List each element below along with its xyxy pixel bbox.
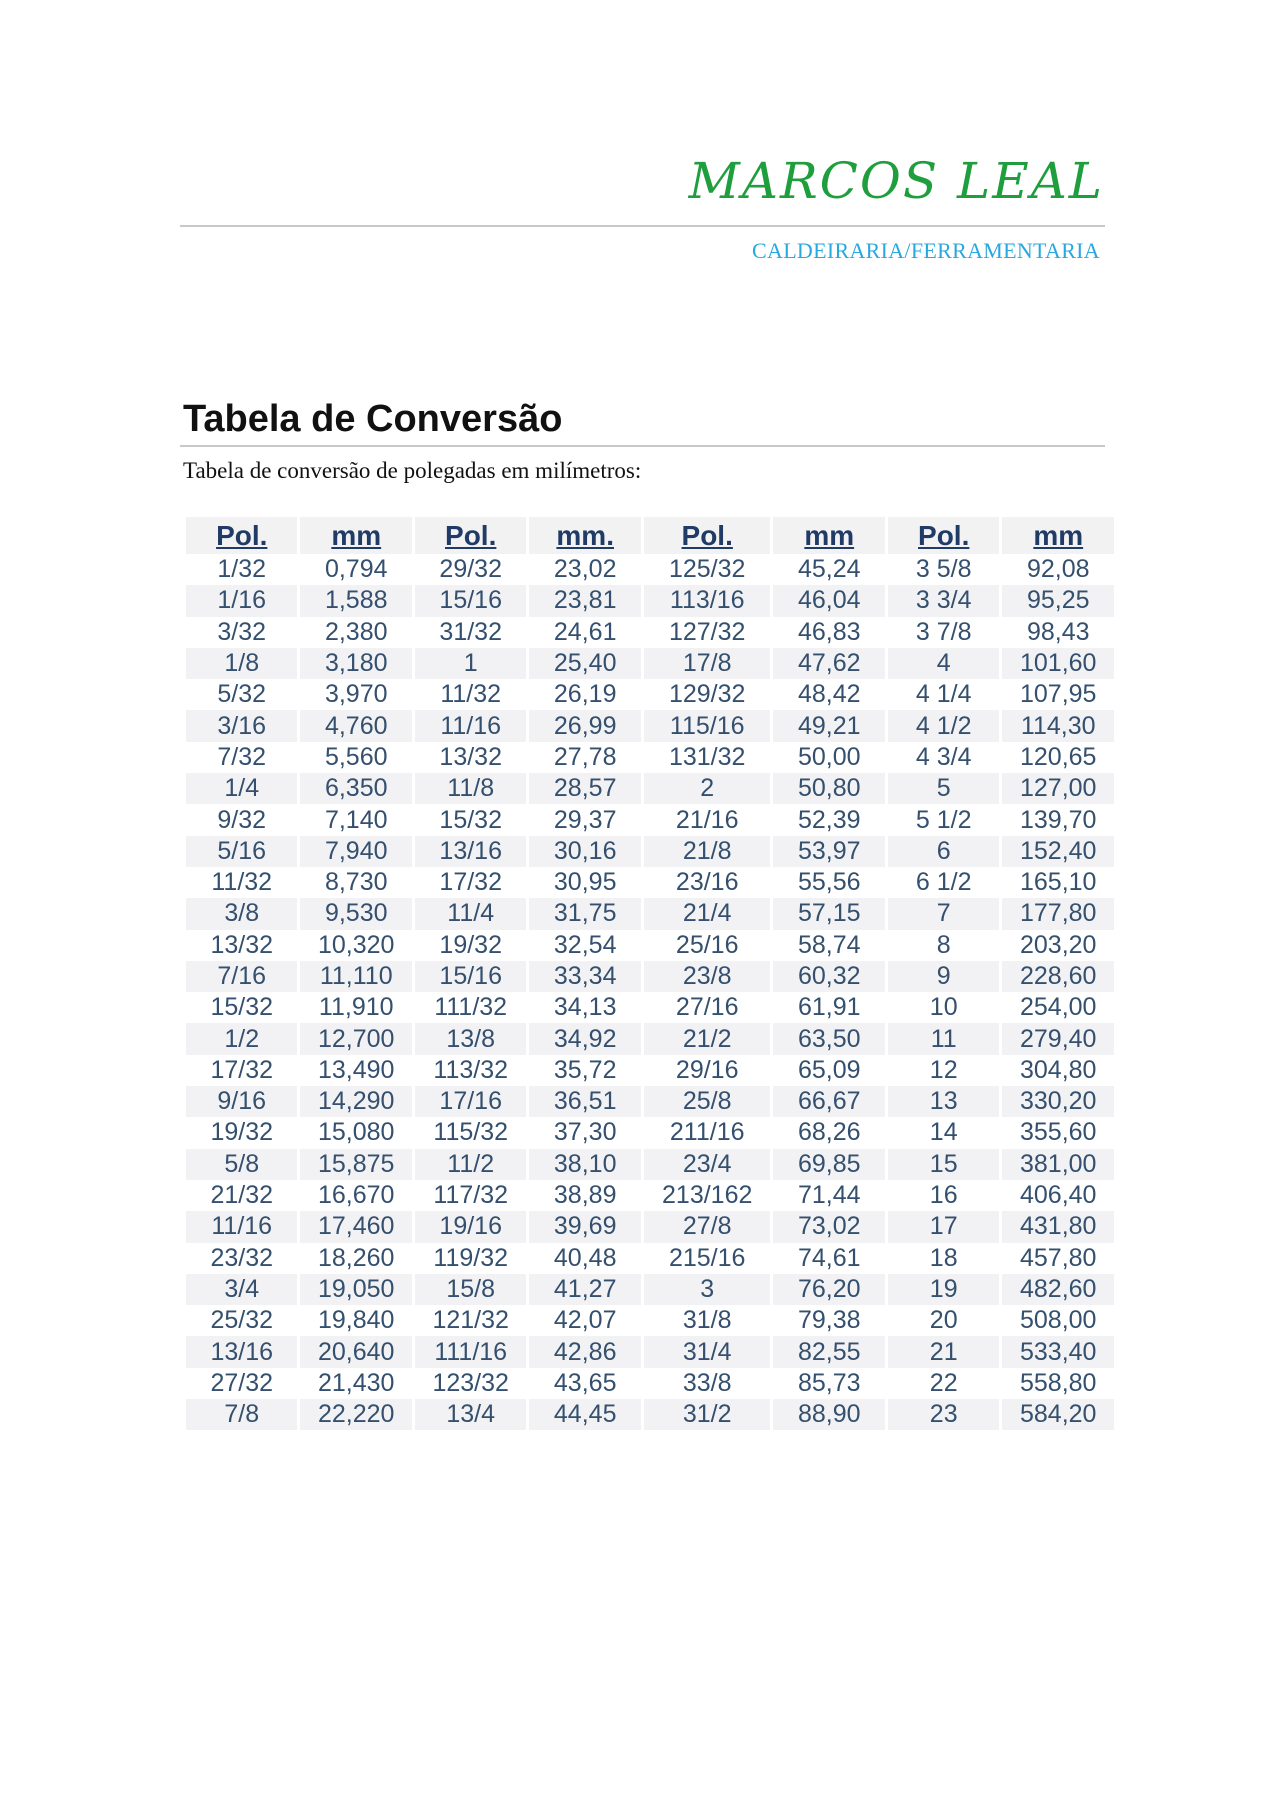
table-cell: 79,38: [773, 1305, 884, 1336]
table-cell: 381,00: [1002, 1149, 1114, 1180]
table-cell: 4 1/4: [888, 679, 999, 710]
table-cell: 304,80: [1002, 1055, 1114, 1086]
table-cell: 25/8: [644, 1086, 771, 1117]
table-cell: 3,970: [300, 679, 411, 710]
column-header: Pol.: [888, 517, 999, 554]
table-cell: 10: [888, 992, 999, 1023]
table-cell: 177,80: [1002, 898, 1114, 929]
conversion-table: [183, 517, 1117, 1430]
table-cell: 15,875: [300, 1149, 411, 1180]
table-cell: 457,80: [1002, 1243, 1114, 1274]
table-cell: 101,60: [1002, 648, 1114, 679]
table-cell: 3/32: [186, 617, 297, 648]
table-cell: 11/32: [415, 679, 526, 710]
table-cell: 15/32: [186, 992, 297, 1023]
table-row: [186, 992, 1114, 1023]
table-cell: 34,92: [529, 1023, 640, 1054]
table-row: [186, 1149, 1114, 1180]
table-cell: 27/32: [186, 1368, 297, 1399]
table-cell: 19/32: [186, 1117, 297, 1148]
table-row: [186, 930, 1114, 961]
table-cell: 7/8: [186, 1399, 297, 1430]
table-cell: 46,04: [773, 585, 884, 616]
table-cell: 23/4: [644, 1149, 771, 1180]
table-cell: 24,61: [529, 617, 640, 648]
table-cell: 29/32: [415, 554, 526, 585]
table-cell: 21/16: [644, 804, 771, 835]
table-cell: 17: [888, 1211, 999, 1242]
table-cell: 65,09: [773, 1055, 884, 1086]
table-cell: 125/32: [644, 554, 771, 585]
table-cell: 33,34: [529, 961, 640, 992]
table-cell: 21,430: [300, 1368, 411, 1399]
table-cell: 50,00: [773, 742, 884, 773]
table-cell: 31/2: [644, 1399, 771, 1430]
table-cell: 16: [888, 1180, 999, 1211]
table-cell: 38,89: [529, 1180, 640, 1211]
table-cell: 27/8: [644, 1211, 771, 1242]
table-cell: 26,99: [529, 710, 640, 741]
table-cell: 13/16: [415, 836, 526, 867]
table-cell: 5/16: [186, 836, 297, 867]
table-cell: 23/32: [186, 1243, 297, 1274]
table-cell: 111/16: [415, 1336, 526, 1367]
table-row: [186, 1086, 1114, 1117]
table-cell: 23,02: [529, 554, 640, 585]
column-header: mm: [773, 517, 884, 554]
table-cell: 31,75: [529, 898, 640, 929]
table-cell: 31/4: [644, 1336, 771, 1367]
table-row: [186, 1055, 1114, 1086]
table-cell: 121/32: [415, 1305, 526, 1336]
table-cell: 11,110: [300, 961, 411, 992]
table-cell: 13/4: [415, 1399, 526, 1430]
table-cell: 11: [888, 1023, 999, 1054]
table-cell: 36,51: [529, 1086, 640, 1117]
table-cell: 8: [888, 930, 999, 961]
table-cell: 279,40: [1002, 1023, 1114, 1054]
table-cell: 213/162: [644, 1180, 771, 1211]
table-row: [186, 804, 1114, 835]
table-row: [186, 1336, 1114, 1367]
column-header: Pol.: [415, 517, 526, 554]
table-cell: 31/8: [644, 1305, 771, 1336]
table-cell: 57,15: [773, 898, 884, 929]
table-cell: 85,73: [773, 1368, 884, 1399]
table-cell: 4,760: [300, 710, 411, 741]
table-cell: 406,40: [1002, 1180, 1114, 1211]
table-cell: 45,24: [773, 554, 884, 585]
table-cell: 21: [888, 1336, 999, 1367]
table-cell: 11/8: [415, 773, 526, 804]
table-cell: 139,70: [1002, 804, 1114, 835]
table-cell: 73,02: [773, 1211, 884, 1242]
table-cell: 18: [888, 1243, 999, 1274]
table-cell: 13/16: [186, 1336, 297, 1367]
table-cell: 131/32: [644, 742, 771, 773]
table-cell: 28,57: [529, 773, 640, 804]
table-cell: 6: [888, 836, 999, 867]
table-cell: 69,85: [773, 1149, 884, 1180]
table-cell: 1/32: [186, 554, 297, 585]
table-cell: 30,16: [529, 836, 640, 867]
table-cell: 5 1/2: [888, 804, 999, 835]
table-cell: 19: [888, 1274, 999, 1305]
table-cell: 29/16: [644, 1055, 771, 1086]
table-cell: 22,220: [300, 1399, 411, 1430]
table-cell: 19/32: [415, 930, 526, 961]
table-row: [186, 710, 1114, 741]
table-row: [186, 1211, 1114, 1242]
table-cell: 76,20: [773, 1274, 884, 1305]
table-cell: 1/2: [186, 1023, 297, 1054]
table-cell: 5/8: [186, 1149, 297, 1180]
table-cell: 21/2: [644, 1023, 771, 1054]
table-cell: 26,19: [529, 679, 640, 710]
table-cell: 1/8: [186, 648, 297, 679]
table-cell: 25/32: [186, 1305, 297, 1336]
brand-tagline: CALDEIRARIA/FERRAMENTARIA: [752, 238, 1100, 263]
table-cell: 32,54: [529, 930, 640, 961]
table-cell: 47,62: [773, 648, 884, 679]
table-cell: 19,050: [300, 1274, 411, 1305]
table-cell: 42,86: [529, 1336, 640, 1367]
table-cell: 23/8: [644, 961, 771, 992]
page-title: Tabela de Conversão: [183, 398, 563, 440]
table-row: [186, 1399, 1114, 1430]
table-cell: 115/32: [415, 1117, 526, 1148]
table-cell: 12,700: [300, 1023, 411, 1054]
table-row: [186, 1368, 1114, 1399]
brand-logo-text: MARCOS LEAL: [688, 152, 1104, 210]
table-cell: 11/32: [186, 867, 297, 898]
table-cell: 113/32: [415, 1055, 526, 1086]
table-cell: 5,560: [300, 742, 411, 773]
table-cell: 1,588: [300, 585, 411, 616]
table-cell: 127,00: [1002, 773, 1114, 804]
table-cell: 115/16: [644, 710, 771, 741]
column-header: mm: [300, 517, 411, 554]
table-row: [186, 836, 1114, 867]
table-row: [186, 1117, 1114, 1148]
table-cell: 3/8: [186, 898, 297, 929]
table-cell: 7/32: [186, 742, 297, 773]
table-cell: 33/8: [644, 1368, 771, 1399]
table-cell: 15,080: [300, 1117, 411, 1148]
table-cell: 14: [888, 1117, 999, 1148]
table-row: [186, 898, 1114, 929]
table-row: [186, 648, 1114, 679]
table-cell: 228,60: [1002, 961, 1114, 992]
table-cell: 15/32: [415, 804, 526, 835]
table-cell: 38,10: [529, 1149, 640, 1180]
table-cell: 48,42: [773, 679, 884, 710]
table-cell: 66,67: [773, 1086, 884, 1117]
table-cell: 508,00: [1002, 1305, 1114, 1336]
table-cell: 5: [888, 773, 999, 804]
table-cell: 17,460: [300, 1211, 411, 1242]
table-cell: 111/32: [415, 992, 526, 1023]
table-cell: 13,490: [300, 1055, 411, 1086]
table-cell: 20: [888, 1305, 999, 1336]
table-cell: 9/16: [186, 1086, 297, 1117]
table-cell: 17/16: [415, 1086, 526, 1117]
table-cell: 17/32: [186, 1055, 297, 1086]
table-cell: 119/32: [415, 1243, 526, 1274]
table-row: [186, 1023, 1114, 1054]
table-cell: 584,20: [1002, 1399, 1114, 1430]
table-cell: 8,730: [300, 867, 411, 898]
table-cell: 355,60: [1002, 1117, 1114, 1148]
table-cell: 13/32: [186, 930, 297, 961]
table-cell: 20,640: [300, 1336, 411, 1367]
table-cell: 14,290: [300, 1086, 411, 1117]
table-cell: 17/32: [415, 867, 526, 898]
table-cell: 165,10: [1002, 867, 1114, 898]
table-cell: 254,00: [1002, 992, 1114, 1023]
table-cell: 68,26: [773, 1117, 884, 1148]
table-cell: 0,794: [300, 554, 411, 585]
table-cell: 22: [888, 1368, 999, 1399]
table-cell: 2: [644, 773, 771, 804]
table-cell: 482,60: [1002, 1274, 1114, 1305]
table-cell: 3 5/8: [888, 554, 999, 585]
table-cell: 52,39: [773, 804, 884, 835]
table-cell: 27/16: [644, 992, 771, 1023]
table-cell: 35,72: [529, 1055, 640, 1086]
table-cell: 15: [888, 1149, 999, 1180]
table-cell: 114,30: [1002, 710, 1114, 741]
table-cell: 50,80: [773, 773, 884, 804]
table-cell: 46,83: [773, 617, 884, 648]
table-cell: 92,08: [1002, 554, 1114, 585]
table-cell: 330,20: [1002, 1086, 1114, 1117]
table-cell: 61,91: [773, 992, 884, 1023]
table-row: [186, 1305, 1114, 1336]
table-cell: 9: [888, 961, 999, 992]
table-cell: 19/16: [415, 1211, 526, 1242]
table-cell: 1/4: [186, 773, 297, 804]
table-cell: 37,30: [529, 1117, 640, 1148]
table-cell: 15/16: [415, 961, 526, 992]
table-cell: 41,27: [529, 1274, 640, 1305]
table-cell: 4 1/2: [888, 710, 999, 741]
table-cell: 34,13: [529, 992, 640, 1023]
table-cell: 58,74: [773, 930, 884, 961]
table-cell: 533,40: [1002, 1336, 1114, 1367]
table-cell: 18,260: [300, 1243, 411, 1274]
table-cell: 42,07: [529, 1305, 640, 1336]
table-row: [186, 585, 1114, 616]
table-cell: 11/2: [415, 1149, 526, 1180]
table-cell: 88,90: [773, 1399, 884, 1430]
table-cell: 25/16: [644, 930, 771, 961]
table-cell: 558,80: [1002, 1368, 1114, 1399]
table-cell: 23,81: [529, 585, 640, 616]
table-row: [186, 554, 1114, 585]
table-cell: 17/8: [644, 648, 771, 679]
table-cell: 1: [415, 648, 526, 679]
table-cell: 10,320: [300, 930, 411, 961]
column-header: Pol.: [186, 517, 297, 554]
table-cell: 6 1/2: [888, 867, 999, 898]
table-cell: 113/16: [644, 585, 771, 616]
table-cell: 49,21: [773, 710, 884, 741]
table-cell: 117/32: [415, 1180, 526, 1211]
table-cell: 74,61: [773, 1243, 884, 1274]
table-cell: 7,940: [300, 836, 411, 867]
column-header: mm: [1002, 517, 1114, 554]
table-cell: 53,97: [773, 836, 884, 867]
table-header-row: [186, 517, 1114, 554]
table-cell: 21/32: [186, 1180, 297, 1211]
table-cell: 3: [644, 1274, 771, 1305]
table-cell: 98,43: [1002, 617, 1114, 648]
table-cell: 123/32: [415, 1368, 526, 1399]
table-cell: 15/16: [415, 585, 526, 616]
table-cell: 39,69: [529, 1211, 640, 1242]
table-cell: 23: [888, 1399, 999, 1430]
table-cell: 3,180: [300, 648, 411, 679]
table-cell: 82,55: [773, 1336, 884, 1367]
column-header: mm.: [529, 517, 640, 554]
table-cell: 13/8: [415, 1023, 526, 1054]
table-cell: 11/16: [186, 1211, 297, 1242]
table-row: [186, 617, 1114, 648]
table-cell: 21/4: [644, 898, 771, 929]
table-cell: 203,20: [1002, 930, 1114, 961]
table-cell: 3/16: [186, 710, 297, 741]
table-cell: 11/16: [415, 710, 526, 741]
table-cell: 16,670: [300, 1180, 411, 1211]
table-cell: 3 7/8: [888, 617, 999, 648]
table-cell: 431,80: [1002, 1211, 1114, 1242]
table-cell: 40,48: [529, 1243, 640, 1274]
table-cell: 55,56: [773, 867, 884, 898]
table-row: [186, 961, 1114, 992]
table-row: [186, 773, 1114, 804]
table-cell: 6,350: [300, 773, 411, 804]
table-cell: 25,40: [529, 648, 640, 679]
table-cell: 13/32: [415, 742, 526, 773]
table-cell: 7: [888, 898, 999, 929]
table-row: [186, 867, 1114, 898]
table-cell: 2,380: [300, 617, 411, 648]
table-row: [186, 1274, 1114, 1305]
table-cell: 60,32: [773, 961, 884, 992]
table-cell: 31/32: [415, 617, 526, 648]
table-cell: 1/16: [186, 585, 297, 616]
table-row: [186, 742, 1114, 773]
table-cell: 4: [888, 648, 999, 679]
table-cell: 43,65: [529, 1368, 640, 1399]
table-cell: 12: [888, 1055, 999, 1086]
table-body: [186, 554, 1114, 1430]
table-cell: 95,25: [1002, 585, 1114, 616]
table-cell: 127/32: [644, 617, 771, 648]
table-cell: 63,50: [773, 1023, 884, 1054]
table-cell: 23/16: [644, 867, 771, 898]
table-cell: 11/4: [415, 898, 526, 929]
table-row: [186, 1180, 1114, 1211]
table-cell: 29,37: [529, 804, 640, 835]
table-cell: 27,78: [529, 742, 640, 773]
table-cell: 152,40: [1002, 836, 1114, 867]
table-cell: 211/16: [644, 1117, 771, 1148]
table-cell: 215/16: [644, 1243, 771, 1274]
table-cell: 9,530: [300, 898, 411, 929]
table-cell: 15/8: [415, 1274, 526, 1305]
table-row: [186, 1243, 1114, 1274]
table-cell: 120,65: [1002, 742, 1114, 773]
table-cell: 4 3/4: [888, 742, 999, 773]
table-cell: 129/32: [644, 679, 771, 710]
table-cell: 7,140: [300, 804, 411, 835]
table-cell: 107,95: [1002, 679, 1114, 710]
header-divider: [180, 225, 1105, 227]
table-cell: 30,95: [529, 867, 640, 898]
table-cell: 11,910: [300, 992, 411, 1023]
table-cell: 19,840: [300, 1305, 411, 1336]
table-cell: 13: [888, 1086, 999, 1117]
table-cell: 44,45: [529, 1399, 640, 1430]
table-cell: 5/32: [186, 679, 297, 710]
table-cell: 21/8: [644, 836, 771, 867]
table-cell: 71,44: [773, 1180, 884, 1211]
table-cell: 3/4: [186, 1274, 297, 1305]
table-cell: 9/32: [186, 804, 297, 835]
table-cell: 7/16: [186, 961, 297, 992]
column-header: Pol.: [644, 517, 771, 554]
title-divider: [180, 445, 1105, 447]
table-cell: 3 3/4: [888, 585, 999, 616]
intro-text: Tabela de conversão de polegadas em milímetros:: [183, 458, 642, 483]
table-row: [186, 679, 1114, 710]
